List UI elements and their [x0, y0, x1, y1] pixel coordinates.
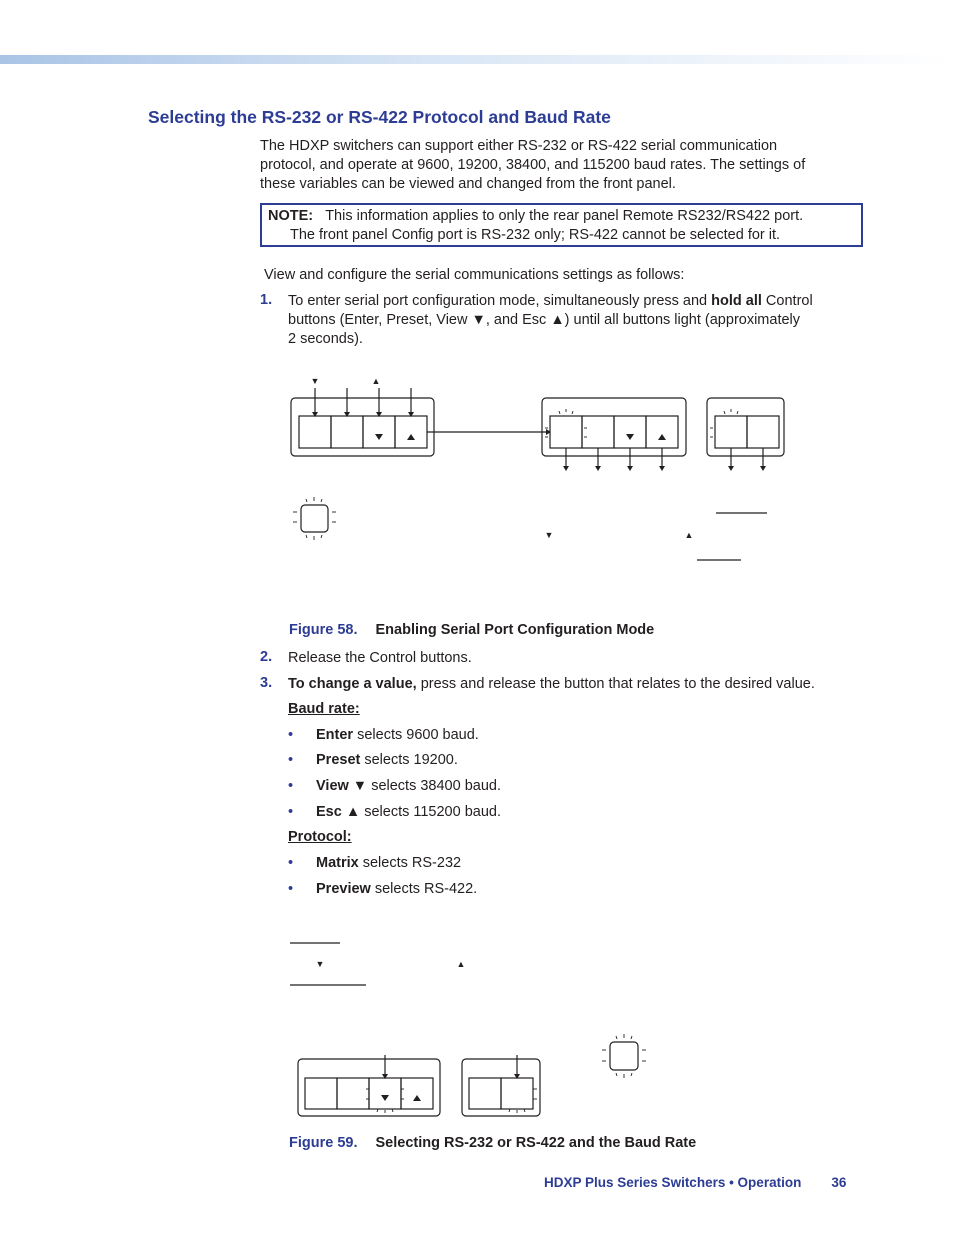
- down-glyph: ▼: [315, 959, 325, 969]
- view-intro: View and configure the serial communications settings as follows:: [264, 267, 685, 283]
- figure-59-caption: [289, 1135, 696, 1151]
- section-heading: Selecting the RS-232 or RS-422 Protocol and Baud Rate: [148, 107, 611, 127]
- step-text: Control: [761, 293, 813, 309]
- footer-text: HDXP Plus Series Switchers • Operation: [544, 1175, 802, 1190]
- item-text: selects RS-232: [358, 855, 462, 871]
- item-bold: View ▼: [316, 778, 368, 794]
- item-bold: Matrix: [316, 855, 359, 871]
- note-text: The front panel Config port is RS-232 only; RS-422 cannot be selected for it.: [290, 227, 781, 243]
- step-number: 2.: [260, 649, 273, 665]
- step-bold: hold all: [711, 293, 762, 309]
- item-text: selects 19200.: [360, 752, 458, 768]
- item-text: selects 115200 baud.: [360, 804, 501, 820]
- item-text: selects RS-422.: [370, 881, 478, 897]
- down-glyph: ▼: [310, 376, 320, 386]
- step-text: press and release the button that relates to the desired value.: [416, 676, 815, 692]
- item-text: selects 38400 baud.: [367, 778, 501, 794]
- item-bold: Esc ▲: [316, 804, 361, 820]
- note-text: This information applies to only the rear panel Remote RS232/RS422 port.: [325, 208, 804, 224]
- step-text: 2 seconds).: [288, 331, 363, 347]
- step-number: 3.: [260, 675, 273, 691]
- bullet: •: [288, 855, 294, 871]
- protocol-label: Protocol:: [288, 829, 352, 845]
- page-footer: [544, 1175, 846, 1190]
- intro-line: protocol, and operate at 9600, 19200, 38400, and 115200 baud rates. The settings of: [260, 157, 806, 173]
- up-glyph: ▲: [684, 530, 694, 540]
- item-bold: Enter: [316, 727, 354, 743]
- intro-line: The HDXP switchers can support either RS-232 or RS-422 serial communication: [260, 138, 778, 154]
- step-2-text: Release the Control buttons.: [288, 650, 472, 666]
- item-text: selects 9600 baud.: [353, 727, 479, 743]
- figure-title: Enabling Serial Port Configuration Mode: [375, 622, 655, 638]
- figure-number: Figure 58.: [289, 622, 358, 638]
- figure-number: Figure 59.: [289, 1135, 358, 1151]
- item-bold: Preset: [316, 752, 361, 768]
- bullet: •: [288, 727, 294, 743]
- item-bold: Preview: [316, 881, 371, 897]
- note-label: NOTE:: [268, 208, 314, 224]
- step-text: buttons (Enter, Preset, View ▼, and Esc ▲) until all buttons light (approximately: [288, 312, 801, 328]
- step-text: To enter serial port configuration mode, simultaneously press and: [288, 293, 712, 309]
- step-number: 1.: [260, 292, 273, 308]
- bullet: •: [288, 804, 294, 820]
- down-glyph: ▼: [544, 530, 554, 540]
- page-number: 36: [831, 1175, 847, 1190]
- step-bold: To change a value,: [288, 676, 417, 692]
- bullet: •: [288, 778, 294, 794]
- bullet: •: [288, 752, 294, 768]
- up-glyph: ▲: [371, 376, 381, 386]
- figure-title: Selecting RS-232 or RS-422 and the Baud Rate: [375, 1135, 697, 1151]
- up-glyph: ▲: [456, 959, 466, 969]
- baud-rate-label: Baud rate:: [288, 701, 360, 717]
- intro-line: these variables can be viewed and changed from the front panel.: [260, 176, 676, 192]
- bullet: •: [288, 881, 294, 897]
